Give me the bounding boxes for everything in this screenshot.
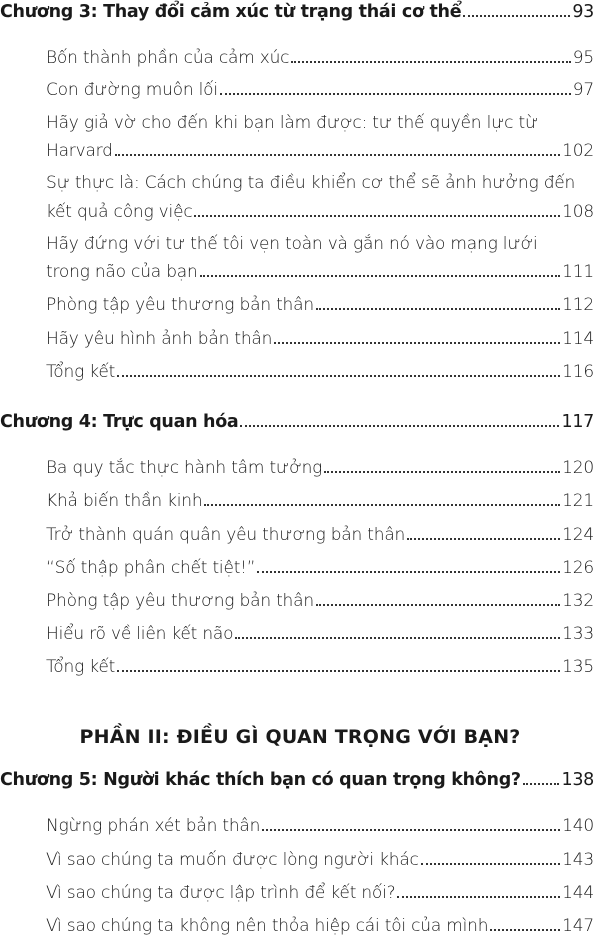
entry-title: Phòng tập yêu thương bản thân [46, 591, 314, 611]
chapter-5-heading[interactable] [0, 770, 594, 790]
leader-dots [235, 637, 560, 639]
entry-title: Hiểu rõ về liên kết não [46, 624, 234, 644]
page-number: 116 [562, 362, 594, 382]
entry-title-line1[interactable]: Hãy giả vờ cho đến khi bạn làm được: tư thế quyền lực từ [46, 113, 539, 133]
toc-entry[interactable] [46, 850, 594, 870]
entry-title: kết quả công việc [46, 202, 193, 222]
toc-entry[interactable] [46, 48, 594, 68]
entry-title: Vì sao chúng ta muốn được lòng người khác [46, 850, 419, 870]
page-number: 114 [562, 329, 594, 349]
entry-title: Ba quy tắc thực hành tâm tưởng [46, 458, 323, 478]
toc-entry[interactable] [46, 329, 594, 349]
toc-entry[interactable] [46, 558, 594, 578]
page-number: 143 [562, 850, 594, 870]
page-number: 120 [562, 458, 594, 478]
entry-title: Vì sao chúng ta được lập trình để kết nối? [46, 883, 396, 903]
page-number: 108 [562, 202, 594, 222]
entry-title: Trở thành quán quân yêu thương bản thân [46, 525, 406, 545]
toc-entry[interactable] [46, 141, 594, 161]
page-number: 97 [572, 80, 594, 100]
toc-entry[interactable] [46, 202, 594, 222]
leader-dots [117, 375, 560, 377]
leader-dots [257, 571, 560, 573]
entry-title: “Số thập phân chết tiệt!” [46, 558, 256, 578]
page-number: 147 [562, 916, 594, 936]
entry-title: Phòng tập yêu thương bản thân [46, 295, 314, 315]
entry-title: trong não của bạn [46, 262, 198, 282]
toc-entry[interactable] [46, 80, 594, 100]
toc-entry[interactable] [46, 525, 594, 545]
page-number: 93 [572, 2, 594, 22]
page-number: 133 [562, 624, 594, 644]
entry-title: Ngừng phán xét bản thân [46, 816, 261, 836]
page-number: 144 [562, 883, 594, 903]
entry-title: Con đường muôn lối [46, 80, 218, 100]
page-number: 95 [572, 48, 594, 68]
chapter-title: Chương 3: Thay đổi cảm xúc từ trạng thái cơ thể [0, 2, 462, 22]
toc-entry[interactable] [46, 591, 594, 611]
page-number: 132 [562, 591, 594, 611]
toc-entry[interactable] [46, 883, 594, 903]
page-number: 140 [562, 816, 594, 836]
page-number: 135 [562, 657, 594, 677]
page-number: 117 [561, 412, 594, 432]
leader-dots [397, 896, 560, 898]
entry-title: Hãy yêu hình ảnh bản thân [46, 329, 273, 349]
toc-entry[interactable] [46, 657, 594, 677]
leader-dots [523, 783, 560, 785]
leader-dots [316, 604, 560, 606]
toc-entry[interactable] [46, 362, 594, 382]
leader-dots [240, 425, 559, 427]
entry-title-line1[interactable]: Sự thực là: Cách chúng ta điều khiển cơ thể sẽ ảnh hưởng đến [46, 173, 576, 193]
leader-dots [274, 342, 560, 344]
toc-entry[interactable] [46, 458, 594, 478]
chapter-4-heading[interactable] [0, 412, 594, 432]
leader-dots [324, 471, 560, 473]
leader-dots [291, 61, 570, 63]
part-heading: PHẦN II: ĐIỀU GÌ QUAN TRỌNG VỚI BẠN? [79, 726, 521, 748]
leader-dots [262, 829, 560, 831]
page-number: 124 [562, 525, 594, 545]
chapter-3-heading[interactable] [0, 2, 594, 22]
leader-dots [490, 929, 560, 931]
leader-dots [117, 670, 560, 672]
toc-entry[interactable] [46, 262, 594, 282]
entry-title: Harvard [46, 141, 113, 161]
entry-title: Khả biến thần kinh [46, 491, 203, 511]
leader-dots [194, 215, 560, 217]
toc-entry[interactable] [46, 295, 594, 315]
page-number: 111 [562, 262, 594, 282]
page-number: 112 [562, 295, 594, 315]
page-number: 138 [561, 770, 594, 790]
leader-dots [407, 538, 560, 540]
page-number: 121 [562, 491, 594, 511]
page-number: 126 [562, 558, 594, 578]
leader-dots [220, 93, 571, 95]
leader-dots [463, 15, 570, 17]
page-number: 102 [562, 141, 594, 161]
toc-entry[interactable] [46, 916, 594, 936]
entry-title: Bốn thành phần của cảm xúc [46, 48, 290, 68]
leader-dots [316, 308, 560, 310]
entry-title: Vì sao chúng ta không nên thỏa hiệp cái tôi của mình [46, 916, 489, 936]
leader-dots [200, 275, 561, 277]
entry-title: Tổng kết [46, 657, 116, 677]
chapter-title: Chương 5: Người khác thích bạn có quan trọng không? [0, 770, 521, 790]
entry-title: Tổng kết [46, 362, 116, 382]
leader-dots [421, 863, 560, 865]
leader-dots [115, 154, 560, 156]
toc-entry[interactable] [46, 816, 594, 836]
chapter-title: Chương 4: Trực quan hóa [0, 412, 239, 432]
entry-title-line1[interactable]: Hãy đứng với tư thế tôi vẹn toàn và gắn nó vào mạng lưới [46, 234, 538, 254]
leader-dots [204, 504, 560, 506]
toc-entry[interactable] [46, 624, 594, 644]
toc-entry[interactable] [46, 491, 594, 511]
